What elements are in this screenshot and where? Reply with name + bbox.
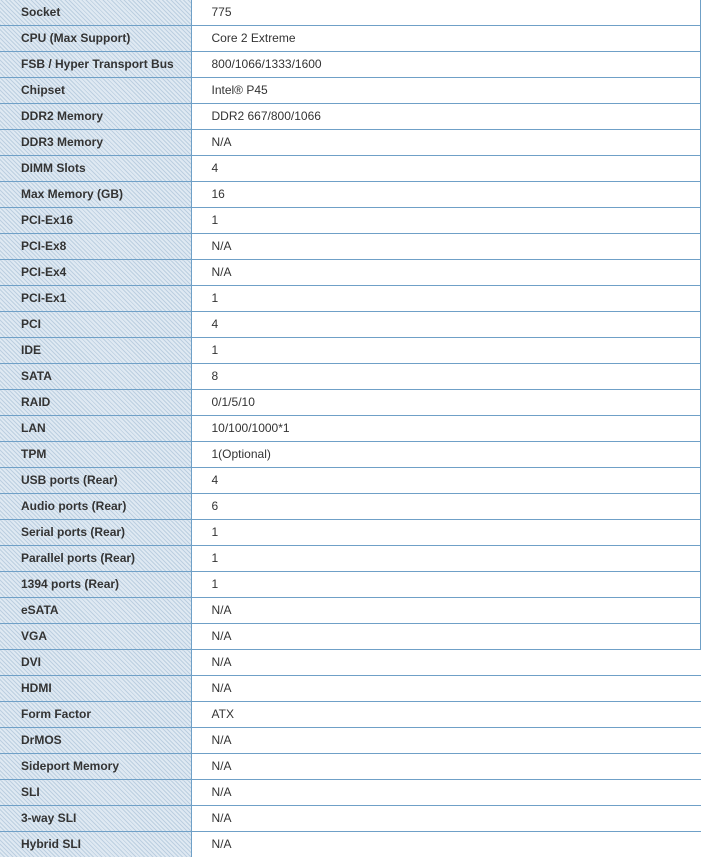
spec-value: N/A xyxy=(191,624,701,650)
spec-value: N/A xyxy=(191,780,701,806)
spec-value: 4 xyxy=(191,468,701,494)
spec-label: CPU (Max Support) xyxy=(0,26,191,52)
spec-label: RAID xyxy=(0,390,191,416)
spec-row xyxy=(0,286,701,312)
spec-label: DrMOS xyxy=(0,728,191,754)
spec-label: SATA xyxy=(0,364,191,390)
spec-label: Sideport Memory xyxy=(0,754,191,780)
spec-value: ATX xyxy=(191,702,701,728)
spec-value: Intel® P45 xyxy=(191,78,701,104)
spec-value: N/A xyxy=(191,832,701,857)
spec-row xyxy=(0,156,701,182)
spec-row xyxy=(0,780,701,806)
spec-row xyxy=(0,598,701,624)
spec-label: eSATA xyxy=(0,598,191,624)
spec-label: DDR3 Memory xyxy=(0,130,191,156)
spec-label: DDR2 Memory xyxy=(0,104,191,130)
spec-label: 1394 ports (Rear) xyxy=(0,572,191,598)
spec-value: 1 xyxy=(191,546,701,572)
spec-value: 775 xyxy=(191,0,701,26)
spec-value: N/A xyxy=(191,806,701,832)
spec-row xyxy=(0,234,701,260)
spec-row xyxy=(0,806,701,832)
spec-value: N/A xyxy=(191,234,701,260)
spec-label: Chipset xyxy=(0,78,191,104)
spec-value: 16 xyxy=(191,182,701,208)
spec-value: 1 xyxy=(191,520,701,546)
spec-label: FSB / Hyper Transport Bus xyxy=(0,52,191,78)
spec-value: DDR2 667/800/1066 xyxy=(191,104,701,130)
spec-label: PCI-Ex8 xyxy=(0,234,191,260)
spec-row xyxy=(0,416,701,442)
spec-value: 1 xyxy=(191,208,701,234)
spec-row xyxy=(0,468,701,494)
spec-row xyxy=(0,494,701,520)
spec-value: N/A xyxy=(191,728,701,754)
spec-label: Socket xyxy=(0,0,191,26)
spec-value: Core 2 Extreme xyxy=(191,26,701,52)
spec-row xyxy=(0,390,701,416)
spec-row xyxy=(0,52,701,78)
spec-row xyxy=(0,130,701,156)
spec-value: N/A xyxy=(191,650,701,676)
spec-label: Serial ports (Rear) xyxy=(0,520,191,546)
spec-value: 8 xyxy=(191,364,701,390)
spec-label: IDE xyxy=(0,338,191,364)
spec-value: 1 xyxy=(191,338,701,364)
spec-row xyxy=(0,26,701,52)
spec-row xyxy=(0,312,701,338)
spec-row xyxy=(0,78,701,104)
spec-label: PCI-Ex16 xyxy=(0,208,191,234)
spec-row xyxy=(0,208,701,234)
spec-label: PCI xyxy=(0,312,191,338)
spec-row xyxy=(0,260,701,286)
spec-row xyxy=(0,676,701,702)
spec-row xyxy=(0,754,701,780)
spec-value: 10/100/1000*1 xyxy=(191,416,701,442)
spec-value: 6 xyxy=(191,494,701,520)
spec-value: N/A xyxy=(191,260,701,286)
spec-label: LAN xyxy=(0,416,191,442)
spec-value: 0/1/5/10 xyxy=(191,390,701,416)
spec-value: 1(Optional) xyxy=(191,442,701,468)
spec-label: TPM xyxy=(0,442,191,468)
spec-label: HDMI xyxy=(0,676,191,702)
spec-value: N/A xyxy=(191,754,701,780)
spec-value: 4 xyxy=(191,156,701,182)
spec-value: 1 xyxy=(191,286,701,312)
spec-label: USB ports (Rear) xyxy=(0,468,191,494)
spec-row xyxy=(0,832,701,857)
spec-row xyxy=(0,650,701,676)
spec-label: SLI xyxy=(0,780,191,806)
spec-row xyxy=(0,572,701,598)
spec-row xyxy=(0,520,701,546)
spec-value: N/A xyxy=(191,130,701,156)
spec-label: VGA xyxy=(0,624,191,650)
spec-row xyxy=(0,182,701,208)
spec-label: DVI xyxy=(0,650,191,676)
spec-label: 3-way SLI xyxy=(0,806,191,832)
spec-row xyxy=(0,442,701,468)
spec-label: Hybrid SLI xyxy=(0,832,191,857)
spec-label: Parallel ports (Rear) xyxy=(0,546,191,572)
spec-row xyxy=(0,104,701,130)
spec-row xyxy=(0,0,701,26)
spec-label: Max Memory (GB) xyxy=(0,182,191,208)
spec-value: 1 xyxy=(191,572,701,598)
spec-label: DIMM Slots xyxy=(0,156,191,182)
spec-row xyxy=(0,702,701,728)
spec-label: Audio ports (Rear) xyxy=(0,494,191,520)
spec-row xyxy=(0,728,701,754)
spec-label: PCI-Ex1 xyxy=(0,286,191,312)
spec-row xyxy=(0,546,701,572)
spec-row xyxy=(0,364,701,390)
spec-label: Form Factor xyxy=(0,702,191,728)
spec-value: 4 xyxy=(191,312,701,338)
spec-value: 800/1066/1333/1600 xyxy=(191,52,701,78)
spec-value: N/A xyxy=(191,676,701,702)
spec-row xyxy=(0,624,701,650)
spec-label: PCI-Ex4 xyxy=(0,260,191,286)
spec-row xyxy=(0,338,701,364)
spec-value: N/A xyxy=(191,598,701,624)
